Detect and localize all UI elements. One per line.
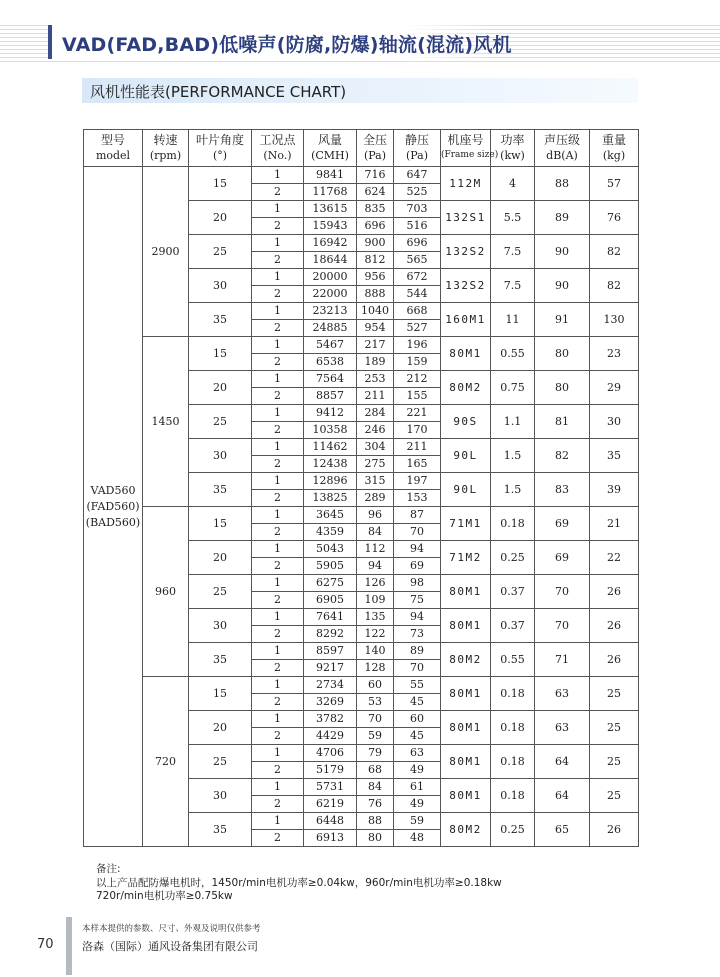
blade-angle-cell: 30 bbox=[189, 439, 252, 473]
total-pressure-cell: 128 bbox=[357, 660, 394, 677]
blade-angle-cell: 15 bbox=[189, 507, 252, 541]
blade-angle-cell: 30 bbox=[189, 779, 252, 813]
static-pressure-cell: 45 bbox=[394, 694, 441, 711]
total-pressure-cell: 246 bbox=[357, 422, 394, 439]
blade-angle-cell: 20 bbox=[189, 201, 252, 235]
air-flow-cell: 16942 bbox=[304, 235, 357, 252]
static-pressure-cell: 196 bbox=[394, 337, 441, 354]
static-pressure-cell: 49 bbox=[394, 762, 441, 779]
frame-size-cell: 80M1 bbox=[441, 745, 491, 779]
sound-level-cell: 63 bbox=[535, 711, 590, 745]
operating-point-cell: 1 bbox=[252, 303, 304, 320]
air-flow-cell: 6219 bbox=[304, 796, 357, 813]
total-pressure-cell: 84 bbox=[357, 524, 394, 541]
air-flow-cell: 24885 bbox=[304, 320, 357, 337]
disclaimer: 本样本提供的参数、尺寸、外观及说明仅供参考 bbox=[82, 924, 261, 934]
operating-point-cell: 2 bbox=[252, 762, 304, 779]
air-flow-cell: 8857 bbox=[304, 388, 357, 405]
model-name-line: VAD560 bbox=[90, 483, 136, 497]
weight-cell: 57 bbox=[590, 167, 639, 201]
power-cell: 0.18 bbox=[491, 745, 535, 779]
static-pressure-cell: 211 bbox=[394, 439, 441, 456]
air-flow-cell: 13825 bbox=[304, 490, 357, 507]
weight-cell: 82 bbox=[590, 269, 639, 303]
notes-line-1: 以上产品配防爆电机时，1450r/min电机功率≥0.04kw，960r/min电机功率≥0.18kw bbox=[96, 876, 502, 889]
blade-angle-cell: 25 bbox=[189, 235, 252, 269]
operating-point-cell: 1 bbox=[252, 337, 304, 354]
static-pressure-cell: 70 bbox=[394, 660, 441, 677]
total-pressure-cell: 253 bbox=[357, 371, 394, 388]
blade-angle-cell: 25 bbox=[189, 745, 252, 779]
total-pressure-cell: 112 bbox=[357, 541, 394, 558]
operating-point-cell: 1 bbox=[252, 405, 304, 422]
operating-point-cell: 2 bbox=[252, 354, 304, 371]
static-pressure-cell: 94 bbox=[394, 541, 441, 558]
total-pressure-cell: 812 bbox=[357, 252, 394, 269]
operating-point-cell: 2 bbox=[252, 184, 304, 201]
speed-cell: 2900 bbox=[143, 167, 189, 337]
performance-table bbox=[83, 129, 639, 847]
static-pressure-cell: 668 bbox=[394, 303, 441, 320]
sound-level-cell: 83 bbox=[535, 473, 590, 507]
weight-cell: 39 bbox=[590, 473, 639, 507]
operating-point-cell: 1 bbox=[252, 439, 304, 456]
sound-level-cell: 80 bbox=[535, 371, 590, 405]
operating-point-cell: 1 bbox=[252, 609, 304, 626]
power-cell: 1.5 bbox=[491, 473, 535, 507]
air-flow-cell: 12896 bbox=[304, 473, 357, 490]
static-pressure-cell: 647 bbox=[394, 167, 441, 184]
frame-size-cell: 80M2 bbox=[441, 371, 491, 405]
sound-level-cell: 90 bbox=[535, 269, 590, 303]
power-cell: 0.75 bbox=[491, 371, 535, 405]
static-pressure-cell: 59 bbox=[394, 813, 441, 830]
weight-cell: 76 bbox=[590, 201, 639, 235]
operating-point-cell: 1 bbox=[252, 643, 304, 660]
operating-point-cell: 1 bbox=[252, 235, 304, 252]
air-flow-cell: 9841 bbox=[304, 167, 357, 184]
static-pressure-cell: 516 bbox=[394, 218, 441, 235]
power-cell: 0.25 bbox=[491, 541, 535, 575]
blade-angle-cell: 35 bbox=[189, 643, 252, 677]
power-cell: 0.55 bbox=[491, 643, 535, 677]
sound-level-cell: 70 bbox=[535, 609, 590, 643]
blade-angle-cell: 30 bbox=[189, 269, 252, 303]
power-cell: 7.5 bbox=[491, 235, 535, 269]
static-pressure-cell: 70 bbox=[394, 524, 441, 541]
col-header-air-flow: 风量 (CMH) bbox=[304, 130, 357, 167]
power-cell: 0.18 bbox=[491, 507, 535, 541]
frame-size-cell: 80M1 bbox=[441, 575, 491, 609]
air-flow-cell: 23213 bbox=[304, 303, 357, 320]
table-row bbox=[84, 507, 639, 524]
static-pressure-cell: 49 bbox=[394, 796, 441, 813]
static-pressure-cell: 170 bbox=[394, 422, 441, 439]
operating-point-cell: 1 bbox=[252, 201, 304, 218]
air-flow-cell: 5043 bbox=[304, 541, 357, 558]
notes bbox=[96, 863, 502, 904]
blade-angle-cell: 15 bbox=[189, 167, 252, 201]
air-flow-cell: 8597 bbox=[304, 643, 357, 660]
col-header-frame-size: 机座号 (Frame size) bbox=[441, 130, 491, 167]
weight-cell: 29 bbox=[590, 371, 639, 405]
operating-point-cell: 2 bbox=[252, 456, 304, 473]
total-pressure-cell: 135 bbox=[357, 609, 394, 626]
air-flow-cell: 4359 bbox=[304, 524, 357, 541]
blade-angle-cell: 25 bbox=[189, 575, 252, 609]
frame-size-cell: 80M1 bbox=[441, 337, 491, 371]
sound-level-cell: 71 bbox=[535, 643, 590, 677]
total-pressure-cell: 289 bbox=[357, 490, 394, 507]
frame-size-cell: 71M2 bbox=[441, 541, 491, 575]
total-pressure-cell: 835 bbox=[357, 201, 394, 218]
frame-size-cell: 80M1 bbox=[441, 677, 491, 711]
frame-size-cell: 80M1 bbox=[441, 779, 491, 813]
col-header-static-pressure: 静压 (Pa) bbox=[394, 130, 441, 167]
sound-level-cell: 90 bbox=[535, 235, 590, 269]
company-name: 洛森（国际）通风设备集团有限公司 bbox=[82, 940, 258, 953]
total-pressure-cell: 70 bbox=[357, 711, 394, 728]
static-pressure-cell: 159 bbox=[394, 354, 441, 371]
air-flow-cell: 12438 bbox=[304, 456, 357, 473]
air-flow-cell: 3269 bbox=[304, 694, 357, 711]
total-pressure-cell: 122 bbox=[357, 626, 394, 643]
total-pressure-cell: 59 bbox=[357, 728, 394, 745]
frame-size-cell: 80M2 bbox=[441, 813, 491, 847]
air-flow-cell: 5179 bbox=[304, 762, 357, 779]
air-flow-cell: 6275 bbox=[304, 575, 357, 592]
operating-point-cell: 1 bbox=[252, 575, 304, 592]
weight-cell: 30 bbox=[590, 405, 639, 439]
air-flow-cell: 10358 bbox=[304, 422, 357, 439]
operating-point-cell: 1 bbox=[252, 779, 304, 796]
col-header-blade-angle: 叶片角度 (°) bbox=[189, 130, 252, 167]
power-cell: 11 bbox=[491, 303, 535, 337]
total-pressure-cell: 109 bbox=[357, 592, 394, 609]
notes-heading: 备注: bbox=[96, 863, 121, 875]
static-pressure-cell: 212 bbox=[394, 371, 441, 388]
static-pressure-cell: 89 bbox=[394, 643, 441, 660]
blade-angle-cell: 15 bbox=[189, 337, 252, 371]
total-pressure-cell: 80 bbox=[357, 830, 394, 847]
air-flow-cell: 5467 bbox=[304, 337, 357, 354]
static-pressure-cell: 73 bbox=[394, 626, 441, 643]
frame-size-cell: 80M1 bbox=[441, 609, 491, 643]
sound-level-cell: 88 bbox=[535, 167, 590, 201]
sound-level-cell: 80 bbox=[535, 337, 590, 371]
static-pressure-cell: 60 bbox=[394, 711, 441, 728]
frame-size-cell: 132S2 bbox=[441, 235, 491, 269]
static-pressure-cell: 61 bbox=[394, 779, 441, 796]
air-flow-cell: 6905 bbox=[304, 592, 357, 609]
title-box bbox=[48, 25, 512, 59]
weight-cell: 35 bbox=[590, 439, 639, 473]
table-row bbox=[84, 167, 639, 184]
total-pressure-cell: 217 bbox=[357, 337, 394, 354]
col-header-speed: 转速 (rpm) bbox=[143, 130, 189, 167]
static-pressure-cell: 165 bbox=[394, 456, 441, 473]
total-pressure-cell: 53 bbox=[357, 694, 394, 711]
operating-point-cell: 2 bbox=[252, 388, 304, 405]
blade-angle-cell: 35 bbox=[189, 303, 252, 337]
total-pressure-cell: 900 bbox=[357, 235, 394, 252]
air-flow-cell: 3782 bbox=[304, 711, 357, 728]
frame-size-cell: 90L bbox=[441, 473, 491, 507]
col-header-total-pressure: 全压 (Pa) bbox=[357, 130, 394, 167]
sound-level-cell: 65 bbox=[535, 813, 590, 847]
total-pressure-cell: 84 bbox=[357, 779, 394, 796]
weight-cell: 25 bbox=[590, 677, 639, 711]
total-pressure-cell: 956 bbox=[357, 269, 394, 286]
power-cell: 7.5 bbox=[491, 269, 535, 303]
speed-cell: 1450 bbox=[143, 337, 189, 507]
static-pressure-cell: 221 bbox=[394, 405, 441, 422]
total-pressure-cell: 96 bbox=[357, 507, 394, 524]
blade-angle-cell: 20 bbox=[189, 711, 252, 745]
power-cell: 0.18 bbox=[491, 711, 535, 745]
blade-angle-cell: 35 bbox=[189, 473, 252, 507]
frame-size-cell: 160M1 bbox=[441, 303, 491, 337]
col-header-sound-level: 声压级 dB(A) bbox=[535, 130, 590, 167]
static-pressure-cell: 55 bbox=[394, 677, 441, 694]
sound-level-cell: 91 bbox=[535, 303, 590, 337]
air-flow-cell: 22000 bbox=[304, 286, 357, 303]
table-row bbox=[84, 677, 639, 694]
power-cell: 1.5 bbox=[491, 439, 535, 473]
weight-cell: 26 bbox=[590, 813, 639, 847]
static-pressure-cell: 672 bbox=[394, 269, 441, 286]
air-flow-cell: 18644 bbox=[304, 252, 357, 269]
sound-level-cell: 63 bbox=[535, 677, 590, 711]
weight-cell: 25 bbox=[590, 745, 639, 779]
operating-point-cell: 2 bbox=[252, 592, 304, 609]
air-flow-cell: 9217 bbox=[304, 660, 357, 677]
power-cell: 0.55 bbox=[491, 337, 535, 371]
operating-point-cell: 1 bbox=[252, 269, 304, 286]
operating-point-cell: 1 bbox=[252, 813, 304, 830]
total-pressure-cell: 275 bbox=[357, 456, 394, 473]
static-pressure-cell: 48 bbox=[394, 830, 441, 847]
sound-level-cell: 64 bbox=[535, 779, 590, 813]
operating-point-cell: 2 bbox=[252, 524, 304, 541]
weight-cell: 26 bbox=[590, 643, 639, 677]
air-flow-cell: 5905 bbox=[304, 558, 357, 575]
model-cell bbox=[84, 167, 143, 847]
static-pressure-cell: 63 bbox=[394, 745, 441, 762]
air-flow-cell: 5731 bbox=[304, 779, 357, 796]
weight-cell: 82 bbox=[590, 235, 639, 269]
total-pressure-cell: 954 bbox=[357, 320, 394, 337]
blade-angle-cell: 25 bbox=[189, 405, 252, 439]
static-pressure-cell: 87 bbox=[394, 507, 441, 524]
section-heading: 风机性能表(PERFORMANCE CHART) bbox=[90, 83, 347, 101]
total-pressure-cell: 76 bbox=[357, 796, 394, 813]
air-flow-cell: 9412 bbox=[304, 405, 357, 422]
power-cell: 0.18 bbox=[491, 779, 535, 813]
frame-size-cell: 90S bbox=[441, 405, 491, 439]
power-cell: 1.1 bbox=[491, 405, 535, 439]
total-pressure-cell: 888 bbox=[357, 286, 394, 303]
weight-cell: 26 bbox=[590, 609, 639, 643]
blade-angle-cell: 20 bbox=[189, 541, 252, 575]
operating-point-cell: 1 bbox=[252, 167, 304, 184]
frame-size-cell: 112M bbox=[441, 167, 491, 201]
operating-point-cell: 2 bbox=[252, 320, 304, 337]
total-pressure-cell: 94 bbox=[357, 558, 394, 575]
footer-bar bbox=[66, 917, 72, 975]
notes-line-2: 720r/min电机功率≥0.75kw bbox=[96, 890, 233, 902]
operating-point-cell: 1 bbox=[252, 711, 304, 728]
static-pressure-cell: 527 bbox=[394, 320, 441, 337]
static-pressure-cell: 703 bbox=[394, 201, 441, 218]
power-cell: 0.25 bbox=[491, 813, 535, 847]
air-flow-cell: 11768 bbox=[304, 184, 357, 201]
weight-cell: 22 bbox=[590, 541, 639, 575]
table-header-row bbox=[84, 130, 639, 167]
table-body bbox=[84, 167, 639, 847]
weight-cell: 21 bbox=[590, 507, 639, 541]
operating-point-cell: 1 bbox=[252, 745, 304, 762]
total-pressure-cell: 624 bbox=[357, 184, 394, 201]
air-flow-cell: 13615 bbox=[304, 201, 357, 218]
power-cell: 5.5 bbox=[491, 201, 535, 235]
total-pressure-cell: 68 bbox=[357, 762, 394, 779]
total-pressure-cell: 189 bbox=[357, 354, 394, 371]
table-row bbox=[84, 337, 639, 354]
air-flow-cell: 8292 bbox=[304, 626, 357, 643]
weight-cell: 26 bbox=[590, 575, 639, 609]
operating-point-cell: 2 bbox=[252, 218, 304, 235]
blade-angle-cell: 20 bbox=[189, 371, 252, 405]
col-header-weight: 重量 (kg) bbox=[590, 130, 639, 167]
total-pressure-cell: 696 bbox=[357, 218, 394, 235]
total-pressure-cell: 211 bbox=[357, 388, 394, 405]
weight-cell: 25 bbox=[590, 711, 639, 745]
operating-point-cell: 2 bbox=[252, 558, 304, 575]
col-header-operating-point: 工况点 (No.) bbox=[252, 130, 304, 167]
speed-cell: 720 bbox=[143, 677, 189, 847]
operating-point-cell: 2 bbox=[252, 796, 304, 813]
static-pressure-cell: 98 bbox=[394, 575, 441, 592]
air-flow-cell: 15943 bbox=[304, 218, 357, 235]
static-pressure-cell: 153 bbox=[394, 490, 441, 507]
model-name-line: (BAD560) bbox=[85, 515, 141, 529]
operating-point-cell: 1 bbox=[252, 507, 304, 524]
blade-angle-cell: 15 bbox=[189, 677, 252, 711]
power-cell: 4 bbox=[491, 167, 535, 201]
air-flow-cell: 11462 bbox=[304, 439, 357, 456]
section-heading-bar bbox=[82, 78, 638, 103]
operating-point-cell: 2 bbox=[252, 626, 304, 643]
sound-level-cell: 70 bbox=[535, 575, 590, 609]
sound-level-cell: 69 bbox=[535, 507, 590, 541]
frame-size-cell: 90L bbox=[441, 439, 491, 473]
air-flow-cell: 6913 bbox=[304, 830, 357, 847]
page-number: 70 bbox=[37, 937, 54, 952]
total-pressure-cell: 88 bbox=[357, 813, 394, 830]
blade-angle-cell: 30 bbox=[189, 609, 252, 643]
operating-point-cell: 2 bbox=[252, 252, 304, 269]
power-cell: 0.37 bbox=[491, 609, 535, 643]
col-header-model: 型号 model bbox=[84, 130, 143, 167]
total-pressure-cell: 1040 bbox=[357, 303, 394, 320]
air-flow-cell: 7641 bbox=[304, 609, 357, 626]
frame-size-cell: 71M1 bbox=[441, 507, 491, 541]
operating-point-cell: 1 bbox=[252, 371, 304, 388]
frame-size-cell: 80M1 bbox=[441, 711, 491, 745]
static-pressure-cell: 565 bbox=[394, 252, 441, 269]
operating-point-cell: 2 bbox=[252, 830, 304, 847]
power-cell: 0.37 bbox=[491, 575, 535, 609]
sound-level-cell: 89 bbox=[535, 201, 590, 235]
operating-point-cell: 1 bbox=[252, 677, 304, 694]
frame-size-cell: 132S2 bbox=[441, 269, 491, 303]
total-pressure-cell: 60 bbox=[357, 677, 394, 694]
operating-point-cell: 2 bbox=[252, 660, 304, 677]
air-flow-cell: 4706 bbox=[304, 745, 357, 762]
static-pressure-cell: 544 bbox=[394, 286, 441, 303]
operating-point-cell: 1 bbox=[252, 541, 304, 558]
power-cell: 0.18 bbox=[491, 677, 535, 711]
air-flow-cell: 6448 bbox=[304, 813, 357, 830]
air-flow-cell: 2734 bbox=[304, 677, 357, 694]
frame-size-cell: 132S1 bbox=[441, 201, 491, 235]
air-flow-cell: 3645 bbox=[304, 507, 357, 524]
static-pressure-cell: 525 bbox=[394, 184, 441, 201]
operating-point-cell: 2 bbox=[252, 422, 304, 439]
total-pressure-cell: 284 bbox=[357, 405, 394, 422]
operating-point-cell: 2 bbox=[252, 286, 304, 303]
speed-cell: 960 bbox=[143, 507, 189, 677]
air-flow-cell: 20000 bbox=[304, 269, 357, 286]
weight-cell: 130 bbox=[590, 303, 639, 337]
operating-point-cell: 2 bbox=[252, 728, 304, 745]
sound-level-cell: 69 bbox=[535, 541, 590, 575]
static-pressure-cell: 69 bbox=[394, 558, 441, 575]
operating-point-cell: 2 bbox=[252, 490, 304, 507]
total-pressure-cell: 304 bbox=[357, 439, 394, 456]
static-pressure-cell: 696 bbox=[394, 235, 441, 252]
total-pressure-cell: 315 bbox=[357, 473, 394, 490]
col-header-power: 功率 (kw) bbox=[491, 130, 535, 167]
air-flow-cell: 6538 bbox=[304, 354, 357, 371]
total-pressure-cell: 79 bbox=[357, 745, 394, 762]
static-pressure-cell: 45 bbox=[394, 728, 441, 745]
static-pressure-cell: 155 bbox=[394, 388, 441, 405]
total-pressure-cell: 140 bbox=[357, 643, 394, 660]
frame-size-cell: 80M2 bbox=[441, 643, 491, 677]
static-pressure-cell: 197 bbox=[394, 473, 441, 490]
weight-cell: 23 bbox=[590, 337, 639, 371]
sound-level-cell: 82 bbox=[535, 439, 590, 473]
static-pressure-cell: 94 bbox=[394, 609, 441, 626]
sound-level-cell: 81 bbox=[535, 405, 590, 439]
air-flow-cell: 7564 bbox=[304, 371, 357, 388]
operating-point-cell: 2 bbox=[252, 694, 304, 711]
static-pressure-cell: 75 bbox=[394, 592, 441, 609]
model-name-line: (FAD560) bbox=[86, 499, 140, 513]
sound-level-cell: 64 bbox=[535, 745, 590, 779]
page-title: VAD(FAD,BAD)低噪声(防腐,防爆)轴流(混流)风机 bbox=[62, 34, 512, 56]
weight-cell: 25 bbox=[590, 779, 639, 813]
air-flow-cell: 4429 bbox=[304, 728, 357, 745]
operating-point-cell: 1 bbox=[252, 473, 304, 490]
blade-angle-cell: 35 bbox=[189, 813, 252, 847]
total-pressure-cell: 126 bbox=[357, 575, 394, 592]
total-pressure-cell: 716 bbox=[357, 167, 394, 184]
